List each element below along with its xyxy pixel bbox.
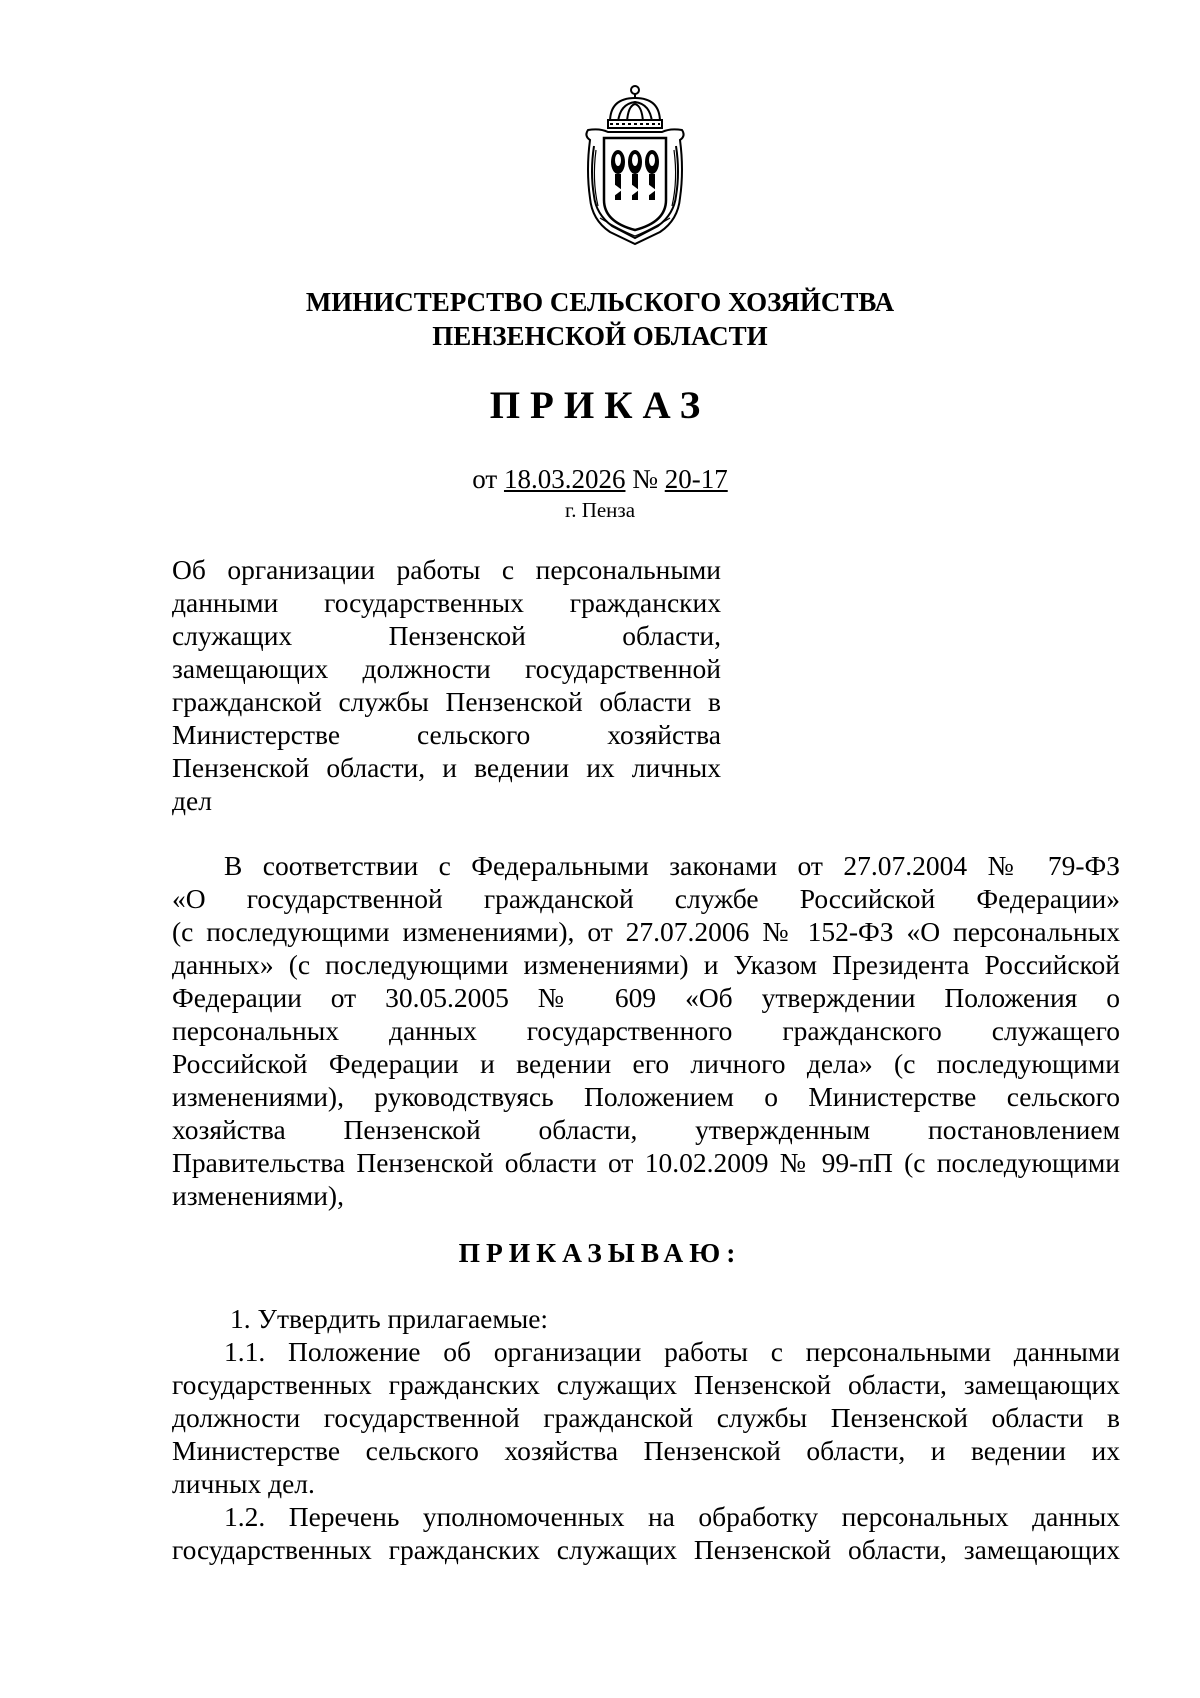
number-sign: №: [632, 464, 658, 494]
item-1-2-line: государственных гражданских служащих Пензенской области, замещающих: [172, 1534, 1120, 1565]
preamble-line: Правительства Пензенской области от 10.02.2009 № 99-пП (с последующими: [172, 1147, 1120, 1178]
orders-heading: ПРИКАЗЫВАЮ:: [458, 1237, 742, 1268]
subject-line: Пензенской области, и ведении их личных: [172, 752, 721, 783]
item-1-1-line: должности государственной гражданской службы Пензенской области в: [172, 1402, 1120, 1433]
item-1-2-line: 1.2. Перечень уполномоченных на обработку персональных данных: [224, 1501, 1120, 1532]
date-number-line: [0, 462, 1200, 496]
item-1-1-line: Министерстве сельского хозяйства Пензенской области, и ведении их: [172, 1435, 1120, 1466]
organization-name-line-2: ПЕНЗЕНСКОЙ ОБЛАСТИ: [432, 321, 768, 351]
subject-line: Об организации работы с персональными: [172, 554, 721, 585]
item-1-1-line: личных дел.: [172, 1468, 315, 1499]
document-type-title: ПРИКАЗ: [489, 384, 711, 427]
preamble-line: изменениями), руководствуясь Положением о Министерстве сельского: [172, 1081, 1120, 1112]
preamble-line: Российской Федерации и ведении его личного дела» (с последующими: [172, 1048, 1120, 1079]
subject-line: замещающих должности государственной: [172, 653, 721, 684]
preamble-line: «О государственной гражданской службе Российской Федерации»: [172, 883, 1120, 914]
document-date: 18.03.2026: [503, 464, 626, 494]
preamble-line: (с последующими изменениями), от 27.07.2006 № 152-ФЗ «О персональных: [172, 916, 1120, 947]
preamble-line: хозяйства Пензенской области, утвержденным постановлением: [172, 1114, 1120, 1145]
organization-name-line-1: МИНИСТЕРСТВО СЕЛЬСКОГО ХОЗЯЙСТВА: [305, 287, 895, 317]
subject-line: данными государственных гражданских: [172, 587, 721, 618]
document-subject: [172, 553, 721, 817]
item-1-1-line: 1.1. Положение об организации работы с персональными данными: [224, 1336, 1120, 1367]
coat-of-arms-emblem: [580, 80, 690, 250]
document-number: 20-17: [664, 464, 728, 494]
preamble-line: данных» (с последующими изменениями) и Указом Президента Российской: [172, 949, 1120, 980]
preamble-paragraph: [172, 849, 1120, 1212]
order-items: [172, 1302, 1120, 1566]
preamble-line: Федерации от 30.05.2005 № 609 «Об утверждении Положения о: [172, 982, 1120, 1013]
subject-line: дел: [172, 785, 212, 816]
city-line: г. Пенза: [564, 498, 636, 522]
preamble-line: изменениями),: [172, 1180, 344, 1211]
item-1: 1. Утвердить прилагаемые:: [230, 1303, 549, 1334]
subject-line: Министерстве сельского хозяйства: [172, 719, 721, 750]
subject-line: гражданской службы Пензенской области в: [172, 686, 721, 717]
item-1-1-line: государственных гражданских служащих Пензенской области, замещающих: [172, 1369, 1120, 1400]
subject-line: служащих Пензенской области,: [172, 620, 721, 651]
preamble-line: персональных данных государственного гражданского служащего: [172, 1015, 1120, 1046]
date-prefix: от: [472, 464, 498, 494]
preamble-line: В соответствии с Федеральными законами от 27.07.2004 № 79-ФЗ: [224, 850, 1120, 881]
